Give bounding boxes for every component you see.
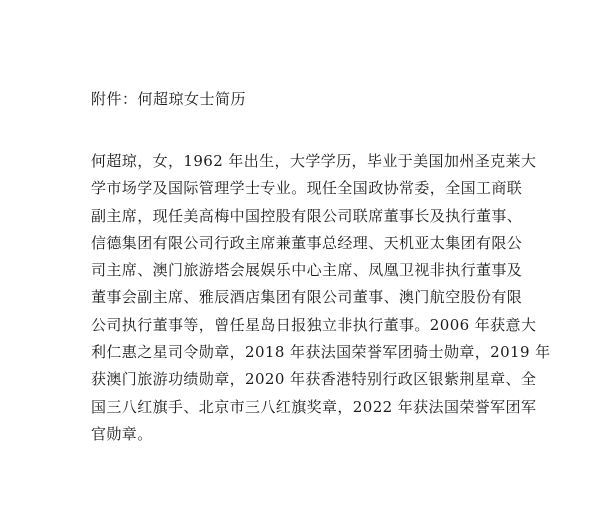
bio-line-5: 司主席、澳门旅游塔会展娱乐中心主席、凤凰卫视非执行董事及	[91, 261, 523, 280]
bio-line-2: 学市场学及国际管理学士专业。现任全国政协常委，全国工商联	[91, 179, 523, 198]
bio-line-3: 副主席，现任美高梅中国控股有限公司联席董事长及执行董事、	[91, 206, 523, 225]
attachment-heading: 附件：何超琼女士简历	[91, 90, 247, 108]
bio-line-4: 信德集团有限公司行政主席兼董事总经理、天机亚太集团有限公	[91, 233, 523, 252]
bio-line-11: 官勋章。	[91, 424, 153, 443]
bio-line-10: 国三八红旗手、北京市三八红旗奖章，2022 年获法国荣誉军团军	[91, 397, 537, 416]
biography-paragraph	[91, 151, 551, 451]
bio-line-1: 何超琼，女，1962 年出生，大学学历，毕业于美国加州圣克莱大	[91, 152, 537, 170]
bio-line-9: 获澳门旅游功绩勋章，2020 年获香港特别行政区银紫荆星章、全	[91, 370, 537, 389]
bio-line-6: 董事会副主席、雅辰酒店集团有限公司董事、澳门航空股份有限	[91, 288, 523, 307]
bio-line-7: 公司执行董事等，曾任星岛日报独立非执行董事。2006 年获意大	[91, 315, 537, 334]
bio-line-8: 利仁惠之星司令勋章，2018 年获法国荣誉军团骑士勋章，2019 年	[91, 343, 551, 362]
